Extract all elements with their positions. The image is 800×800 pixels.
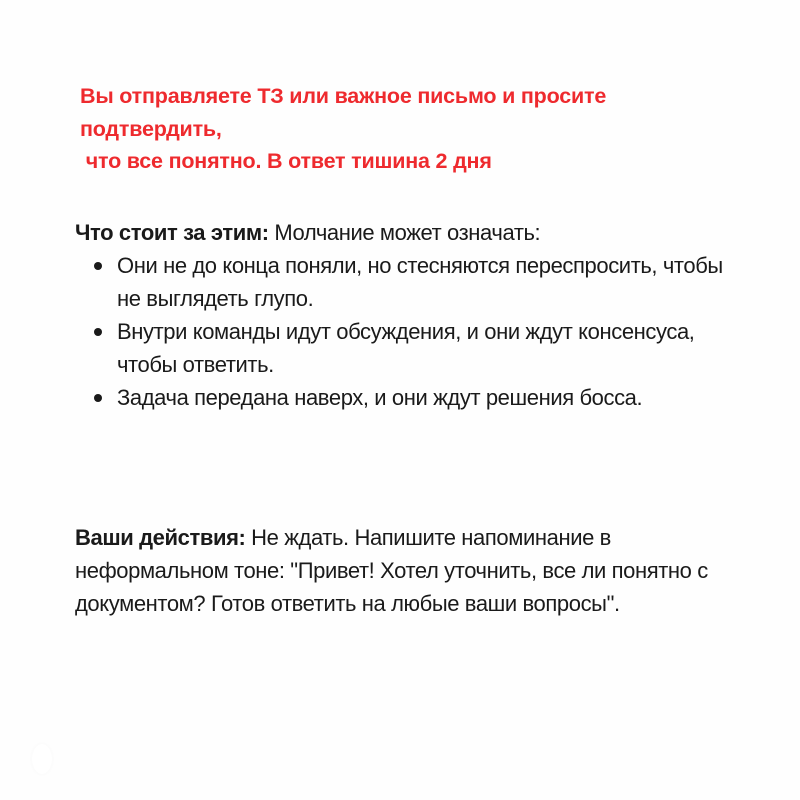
bullet-icon xyxy=(94,394,102,402)
corner-watermark-icon xyxy=(32,744,52,774)
list-item-text: Задача передана наверх, и они ждут решения босса. xyxy=(117,385,643,410)
actions-text: Не ждать. Напишите напоминание в неформальном тоне: "Привет! Хотел уточнить, все ли понятно с документом? Готов ответить на любые ваши вопросы". xyxy=(75,525,708,616)
what-behind-intro xyxy=(75,216,735,249)
what-behind-intro-text: Молчание может означать: xyxy=(268,220,541,245)
list-item-text: Внутри команды идут обсуждения, и они ждут консенсуса, чтобы ответить. xyxy=(117,319,695,377)
bullet-icon xyxy=(94,328,102,336)
list-item xyxy=(75,315,735,381)
headline xyxy=(80,80,740,178)
what-behind-label: Что стоит за этим: xyxy=(75,220,269,245)
list-item-text: Они не до конца поняли, но стесняются переспросить, чтобы не выглядеть глупо. xyxy=(117,253,723,311)
headline-line-1: Вы отправляете ТЗ или важное письмо и просите xyxy=(80,84,607,108)
headline-line-2: подтвердить, xyxy=(80,116,222,141)
list-item xyxy=(75,249,735,315)
headline-line-3: что все понятно. В ответ тишина 2 дня xyxy=(80,149,492,173)
what-behind-section xyxy=(75,216,735,414)
list-item xyxy=(75,381,735,414)
actions-section xyxy=(75,521,735,620)
actions-label: Ваши действия: xyxy=(75,525,246,550)
bullet-icon xyxy=(94,262,102,270)
reasons-list xyxy=(75,249,735,414)
